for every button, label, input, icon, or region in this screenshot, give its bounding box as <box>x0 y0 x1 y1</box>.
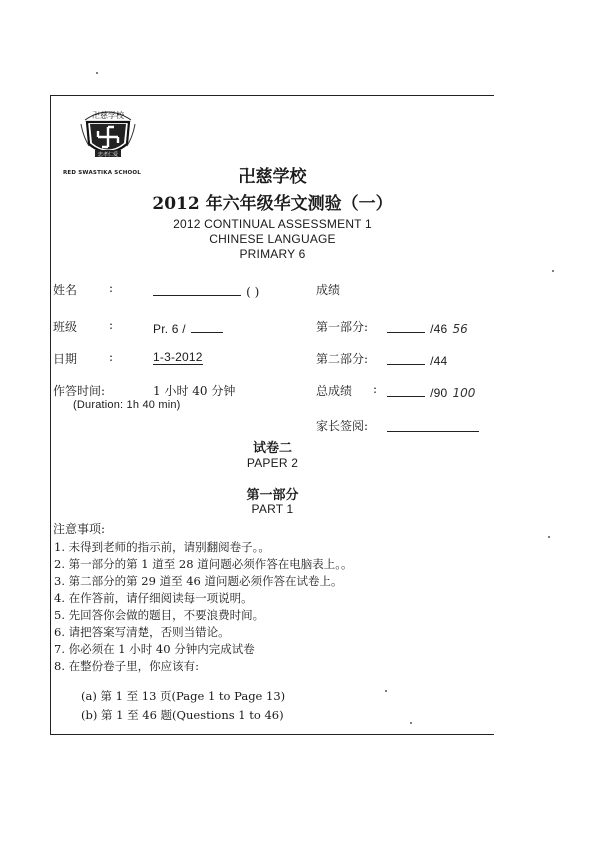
notes-item-5: 5. 先回答你会做的题目，不要浪费时间。 <box>54 608 265 622</box>
scan-speck <box>552 270 554 272</box>
class-value: Pr. 6 / <box>153 322 186 336</box>
register-number-paren: ( ) <box>246 285 260 299</box>
part2-label: 第二部分: <box>316 352 369 366</box>
total-score-field[interactable] <box>387 382 475 401</box>
crest-motto-text: 忠孝仁爱 <box>97 152 119 158</box>
date-value: 1-3-2012 <box>153 350 203 364</box>
name-blank[interactable] <box>153 282 241 296</box>
total-handwritten: 100 <box>452 386 476 400</box>
paper-title-cn: 试卷二 <box>252 441 292 456</box>
part2-score-field[interactable] <box>387 350 447 369</box>
school-name-cn: 卍慈学校 <box>238 167 307 187</box>
part-title-cn: 第一部分 <box>246 488 299 503</box>
school-crest-icon <box>77 106 139 164</box>
exam-title-en: 2012 CONTINUAL ASSESSMENT 1 <box>173 217 372 231</box>
parent-sign-label: 家长签阅: <box>316 419 369 433</box>
notes-item-7: 7. 你必须在 1 小时 40 分钟内完成试卷 <box>54 642 255 656</box>
notes-item-2: 2. 第一部分的第 1 道至 28 道问题必须作答在电脑表上。。 <box>54 557 353 571</box>
part1-blank[interactable] <box>387 320 425 333</box>
name-colon: : <box>109 281 114 295</box>
scan-speck <box>548 536 550 538</box>
duration-en: (Duration: 1h 40 min) <box>73 399 181 411</box>
notes-list <box>54 539 352 675</box>
level-en: PRIMARY 6 <box>239 247 306 261</box>
time-value: 1 小时 40 分钟 <box>153 384 236 398</box>
scan-speck <box>96 72 98 74</box>
scan-speck <box>385 690 387 692</box>
total-colon: : <box>373 382 378 396</box>
date-label: 日期 <box>53 352 78 366</box>
notes-heading: 注意事项: <box>53 522 106 536</box>
notes-item-6: 6. 请把答案写清楚，否则当错论。 <box>54 625 230 639</box>
total-label: 总成绩 <box>316 384 353 398</box>
grade-label: 成绩 <box>316 283 341 297</box>
time-label: 作答时间: <box>53 384 106 398</box>
class-blank[interactable] <box>191 320 223 333</box>
total-blank[interactable] <box>387 384 425 397</box>
part1-handwritten: 56 <box>452 322 468 336</box>
subject-en: CHINESE LANGUAGE <box>209 232 336 246</box>
school-name-en: RED SWASTIKA SCHOOL <box>63 170 141 176</box>
part1-score-field[interactable] <box>387 318 468 337</box>
date-colon: : <box>109 350 114 364</box>
parent-sign-blank[interactable] <box>387 418 479 432</box>
class-field[interactable] <box>153 318 223 337</box>
notes-item-1: 1. 未得到老师的指示前，请别翻阅卷子。。 <box>54 540 270 554</box>
notes-sub-a: (a) 第 1 至 13 页(Page 1 to Page 13) <box>81 689 286 703</box>
paper-title-en: PAPER 2 <box>246 456 299 470</box>
notes-sub-b: (b) 第 1 至 46 题(Questions 1 to 46) <box>81 708 284 722</box>
part1-label: 第一部分: <box>316 320 369 334</box>
name-field[interactable] <box>153 281 259 300</box>
notes-item-3: 3. 第二部分的第 29 道至 46 道问题必须作答在试卷上。 <box>54 574 343 588</box>
notes-item-4: 4. 在作答前，请仔细阅读每一项说明。 <box>54 591 253 605</box>
part-title-en: PART 1 <box>251 502 294 516</box>
part2-max: /44 <box>430 354 448 368</box>
total-max: /90 <box>430 386 448 400</box>
exam-cover-sheet <box>50 95 494 735</box>
crest-top-text: 卍慈学校 <box>92 111 124 120</box>
part1-max: /46 <box>430 322 448 336</box>
class-label: 班级 <box>53 320 78 334</box>
part2-blank[interactable] <box>387 352 425 365</box>
scan-speck <box>410 722 412 724</box>
exam-title-cn: 2012 年六年级华文测验（一） <box>152 194 393 214</box>
notes-item-8: 8. 在整份卷子里，你应该有: <box>54 659 200 673</box>
parent-sign-field[interactable] <box>387 417 479 436</box>
class-colon: : <box>109 318 114 332</box>
name-label: 姓名 <box>53 283 78 297</box>
